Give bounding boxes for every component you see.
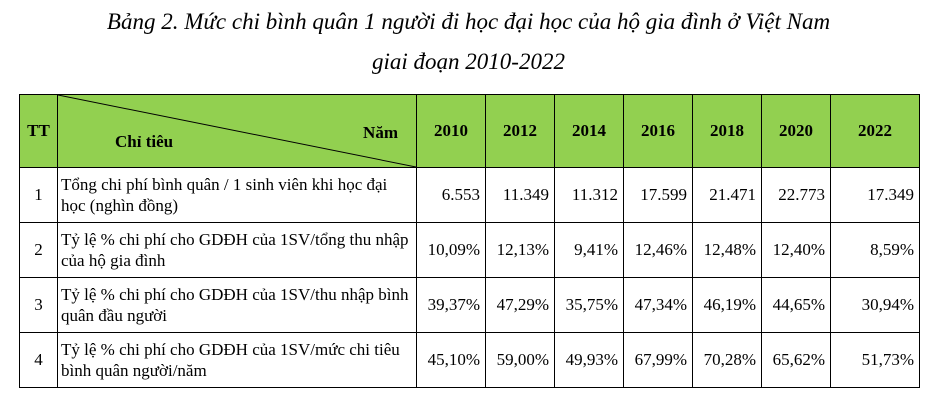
header-year: 2020: [762, 95, 831, 168]
header-year: 2022: [831, 95, 920, 168]
cell-value: 46,19%: [693, 278, 762, 333]
cell-value: 65,62%: [762, 333, 831, 388]
row-label: Tổng chi phí bình quân / 1 sinh viên khi học đại học (nghìn đồng): [58, 168, 417, 223]
header-tt: TT: [20, 95, 58, 168]
cell-value: 70,28%: [693, 333, 762, 388]
cell-value: 11.312: [555, 168, 624, 223]
table-caption-line1: Bảng 2. Mức chi bình quân 1 người đi học đại học của hộ gia đình ở Việt Nam: [106, 9, 831, 34]
cell-value: 49,93%: [555, 333, 624, 388]
table-row: [20, 168, 920, 223]
table-row: [20, 333, 920, 388]
cell-value: 9,41%: [555, 223, 624, 278]
data-table: [19, 94, 920, 388]
header-diagonal-cell: [58, 95, 417, 168]
header-year: 2018: [693, 95, 762, 168]
cell-value: 22.773: [762, 168, 831, 223]
cell-value: 12,13%: [486, 223, 555, 278]
table-row: [20, 223, 920, 278]
table-row: [20, 278, 920, 333]
row-label: Tỷ lệ % chi phí cho GDĐH của 1SV/thu nhập bình quân đầu người: [58, 278, 417, 333]
header-year: 2014: [555, 95, 624, 168]
row-number: 2: [20, 223, 58, 278]
header-indicator-label: Chỉ tiêu: [115, 132, 174, 151]
cell-value: 8,59%: [831, 223, 920, 278]
header-year: 2016: [624, 95, 693, 168]
row-number: 4: [20, 333, 58, 388]
row-number: 1: [20, 168, 58, 223]
cell-value: 17.349: [831, 168, 920, 223]
row-label: Tỷ lệ % chi phí cho GDĐH của 1SV/tổng thu nhập của hộ gia đình: [58, 223, 417, 278]
cell-value: 12,40%: [762, 223, 831, 278]
cell-value: 44,65%: [762, 278, 831, 333]
cell-value: 59,00%: [486, 333, 555, 388]
header-row: [20, 95, 920, 168]
cell-value: 11.349: [486, 168, 555, 223]
header-year: 2012: [486, 95, 555, 168]
cell-value: 12,46%: [624, 223, 693, 278]
cell-value: 67,99%: [624, 333, 693, 388]
cell-value: 6.553: [417, 168, 486, 223]
row-number: 3: [20, 278, 58, 333]
cell-value: 35,75%: [555, 278, 624, 333]
cell-value: 30,94%: [831, 278, 920, 333]
table-caption-line2: giai đoạn 2010-2022: [372, 49, 565, 74]
header-year-label: Năm: [363, 123, 398, 142]
cell-value: 45,10%: [417, 333, 486, 388]
cell-value: 12,48%: [693, 223, 762, 278]
cell-value: 21.471: [693, 168, 762, 223]
cell-value: 47,29%: [486, 278, 555, 333]
cell-value: 39,37%: [417, 278, 486, 333]
row-label: Tỷ lệ % chi phí cho GDĐH của 1SV/mức chi tiêu bình quân người/năm: [58, 333, 417, 388]
cell-value: 47,34%: [624, 278, 693, 333]
header-year: 2010: [417, 95, 486, 168]
cell-value: 10,09%: [417, 223, 486, 278]
cell-value: 17.599: [624, 168, 693, 223]
cell-value: 51,73%: [831, 333, 920, 388]
